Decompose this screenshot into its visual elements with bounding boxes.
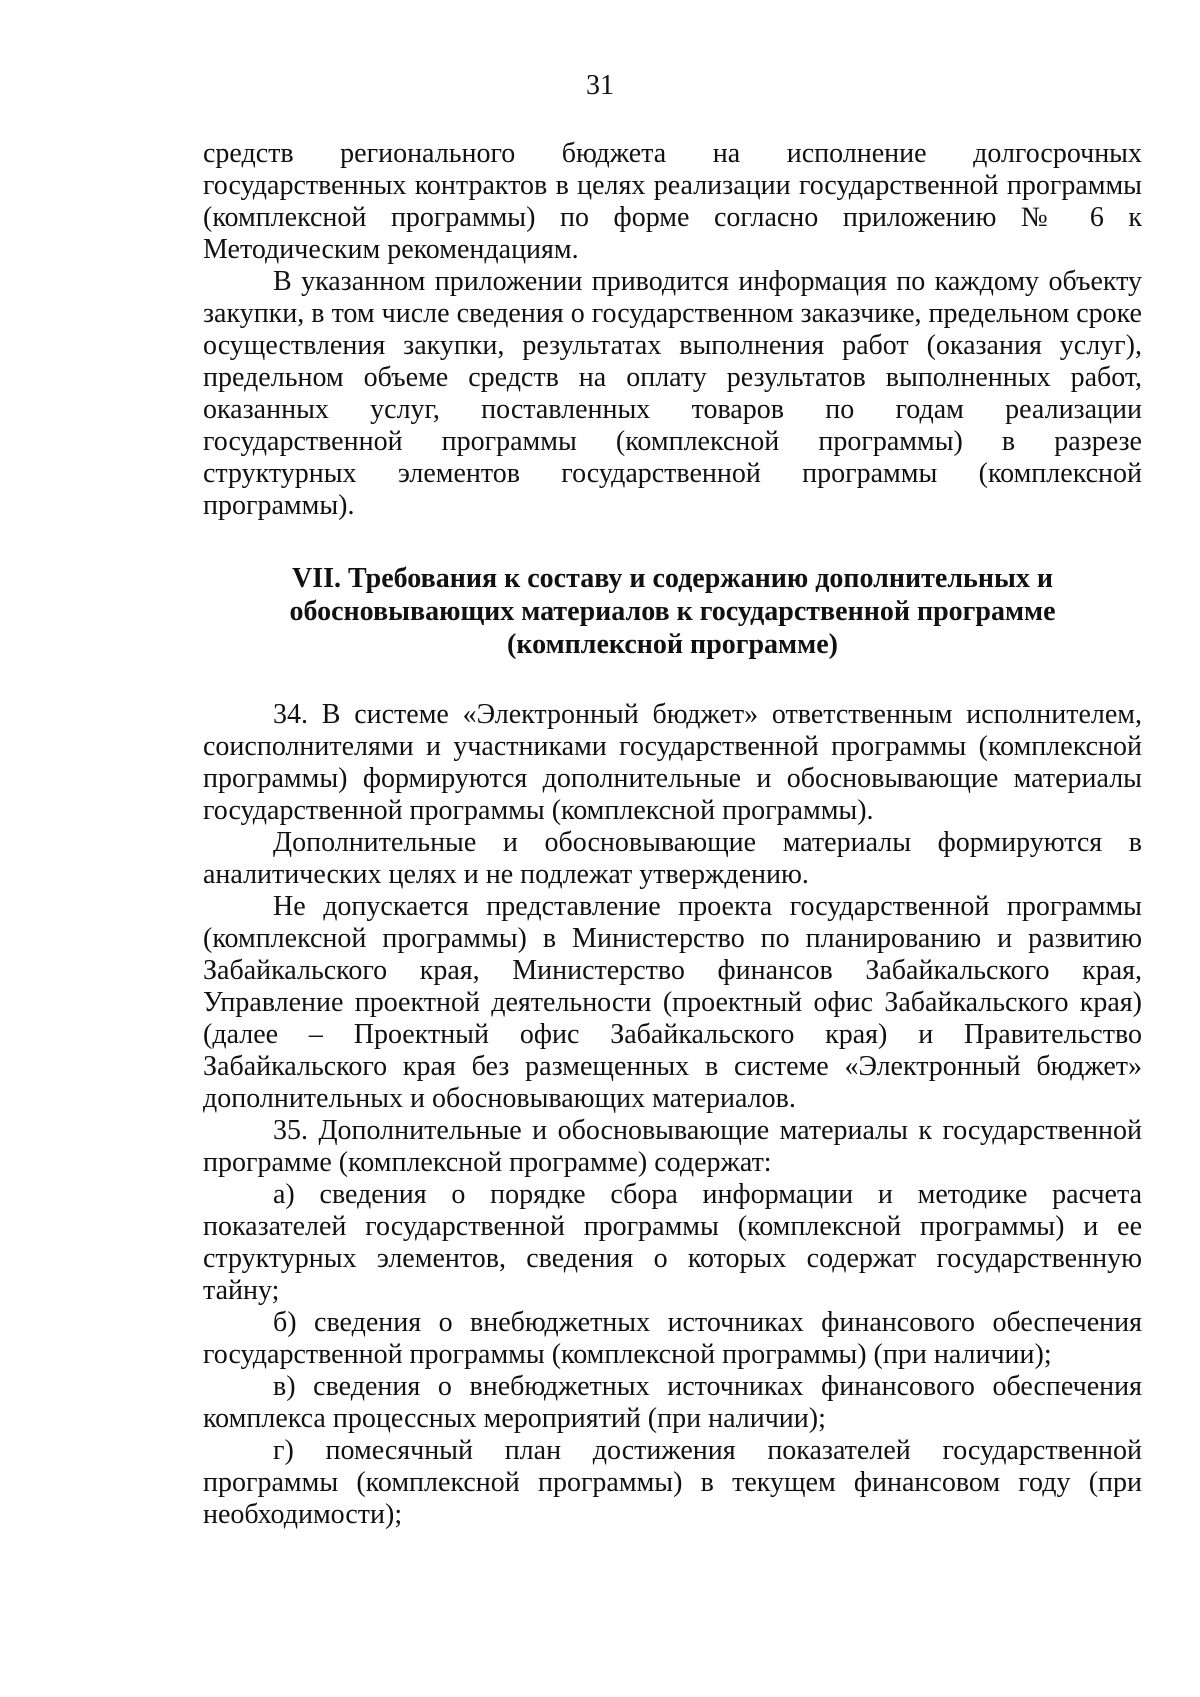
section-heading-line: (комплексной программе)	[507, 629, 838, 660]
paragraph: Дополнительные и обосновывающие материалы формируются в аналитических целях и не подлежат утверждению.	[203, 827, 1142, 890]
list-item-a: а) сведения о порядке сбора информации и методике расчета показателей государственной программы (комплексной программы) и ее структурных элементов, сведения о которых содержат государственную тайну;	[203, 1179, 1142, 1306]
paragraph-continuation: средств регионального бюджета на исполнение долгосрочных государственных контрактов в целях реализации государственной программы (комплексной программы) по форме согласно приложению № 6 к Методическим рекомендациям.	[203, 138, 1142, 265]
paragraph: Не допускается представление проекта государственной программы (комплексной программы) в Министерство по планированию и развитию Забайкальского края, Министерство финансов Забайкальского края, Управление проектной деятельности (проектный офис Забайкальского края) (далее – Проектный офис Забайкальского края) и Правительство Забайкальского края без размещенных в системе «Электронный бюджет» дополнительных и обосновывающих материалов.	[203, 891, 1142, 1114]
document-body	[203, 138, 1142, 1531]
section-heading-line: обосновывающих материалов к государственной программе	[289, 596, 1056, 627]
paragraph-item-34: 34. В системе «Электронный бюджет» ответственным исполнителем, соисполнителями и участниками государственной программы (комплексной программы) формируются дополнительные и обосновывающие материалы государственной программы (комплексной программы).	[203, 699, 1142, 826]
paragraph-item-35: 35. Дополнительные и обосновывающие материалы к государственной программе (комплексной программе) содержат:	[203, 1115, 1142, 1178]
list-item-g: г) помесячный план достижения показателей государственной программы (комплексной программы) в текущем финансовом году (при необходимости);	[203, 1435, 1142, 1530]
page-number: 31	[586, 70, 614, 101]
section-heading	[203, 562, 1142, 661]
list-item-v: в) сведения о внебюджетных источниках финансового обеспечения комплекса процессных мероприятий (при наличии);	[203, 1371, 1142, 1434]
section-heading-line: VII. Требования к составу и содержанию дополнительных и	[292, 563, 1053, 594]
paragraph: В указанном приложении приводится информация по каждому объекту закупки, в том числе сведения о государственном заказчике, предельном сроке осуществления закупки, результатах выполнения работ (оказания услуг), предельном объеме средств на оплату результатов выполненных работ, оказанных услуг, поставленных товаров по годам реализации государственной программы (комплексной программы) в разрезе структурных элементов государственной программы (комплексной программы).	[203, 266, 1142, 521]
list-item-b: б) сведения о внебюджетных источниках финансового обеспечения государственной программы (комплексной программы) (при наличии);	[203, 1307, 1142, 1370]
